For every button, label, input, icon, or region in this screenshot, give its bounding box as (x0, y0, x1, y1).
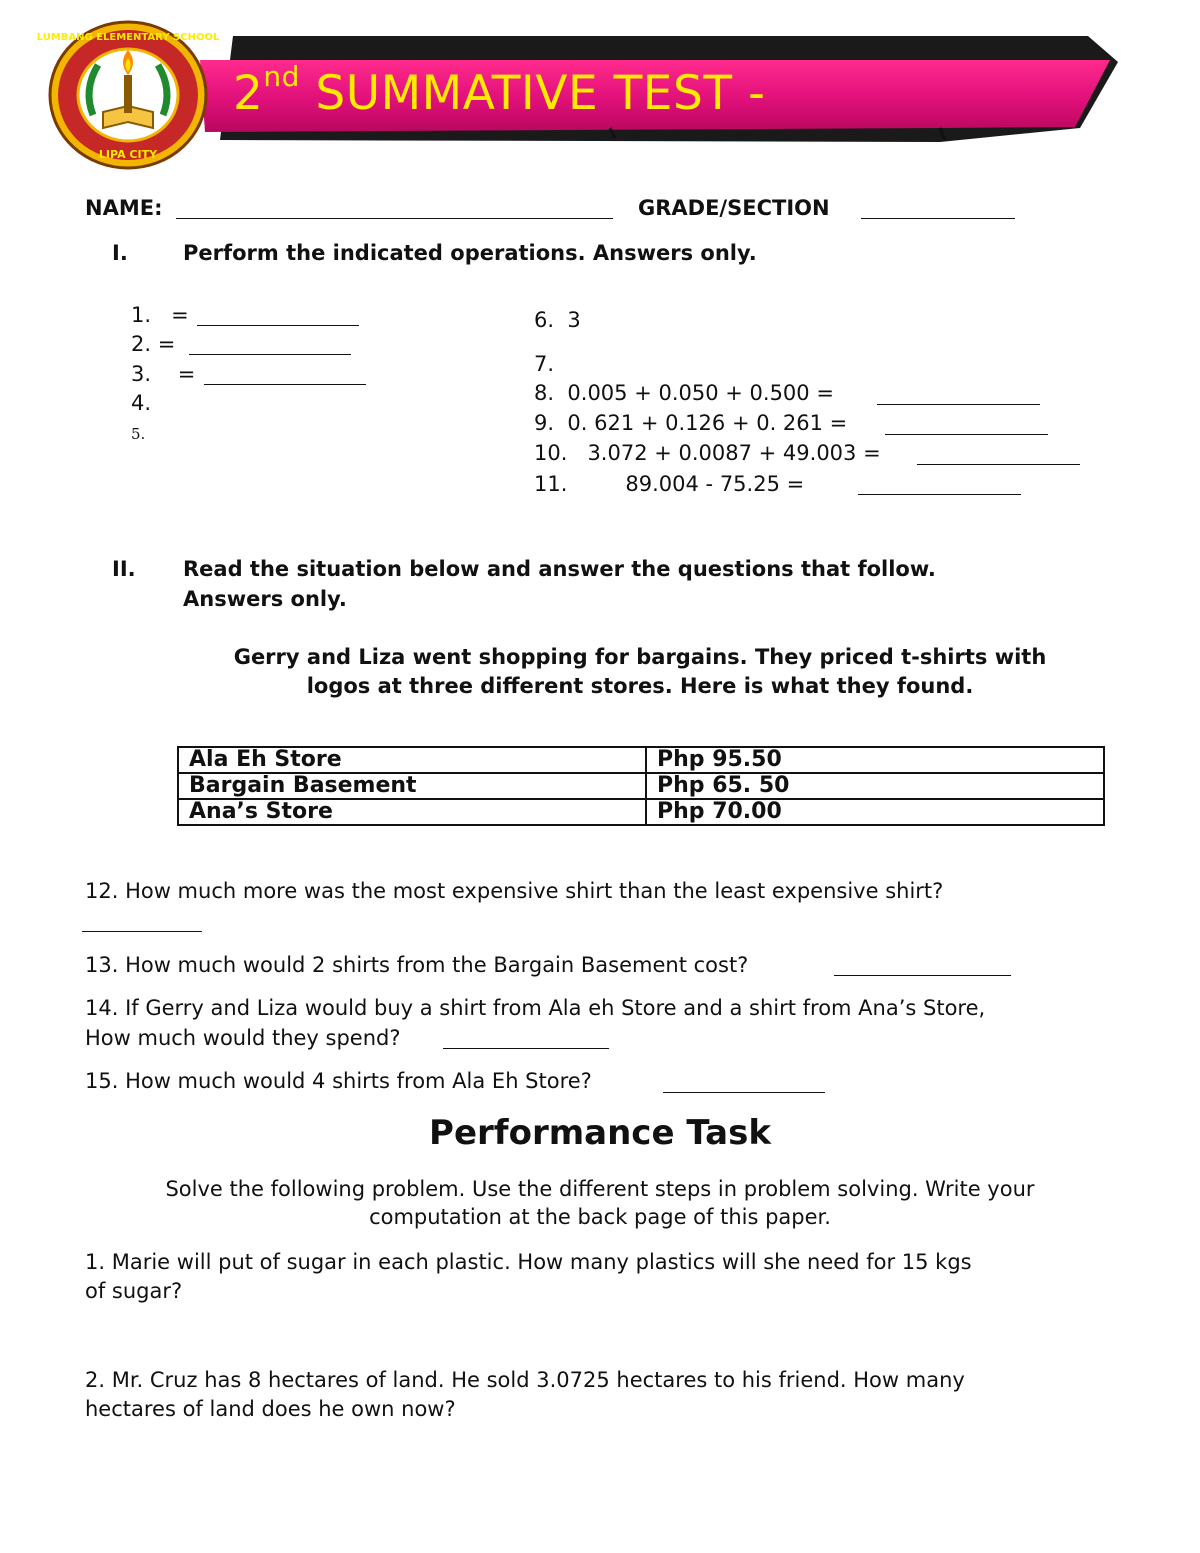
item-8-blank[interactable] (877, 404, 1040, 405)
performance-instruction-line1: Solve the following problem. Use the different steps in problem solving. Write your (165, 1177, 1035, 1201)
grade-section-blank[interactable] (861, 218, 1015, 219)
item-10-blank[interactable] (917, 464, 1080, 465)
item-10: 10. 3.072 + 0.0087 + 49.003 = (534, 441, 881, 465)
item-2-blank[interactable] (189, 354, 351, 355)
question-14-line2: How much would they spend? (85, 1026, 401, 1050)
logo-bottom-text: LIPA CITY (98, 148, 158, 161)
item-5: 5. (131, 425, 146, 443)
performance-task-heading: Performance Task (429, 1113, 771, 1153)
problem-2-line1: 2. Mr. Cruz has 8 hectares of land. He sold 3.0725 hectares to his friend. How many (85, 1368, 965, 1392)
question-12: 12. How much more was the most expensive shirt than the least expensive shirt? (85, 879, 944, 903)
item-1-blank[interactable] (197, 325, 359, 326)
table-row (178, 773, 1104, 799)
name-blank[interactable] (176, 218, 613, 219)
situation-line1: Gerry and Liza went shopping for bargains. They priced t-shirts with (233, 645, 1047, 669)
item-9: 9. 0. 621 + 0.126 + 0. 261 = (534, 411, 848, 435)
question-13-blank[interactable] (834, 975, 1011, 976)
price-table (177, 746, 1105, 826)
grade-section-label: GRADE/SECTION (638, 196, 830, 220)
page-title: 2nd SUMMATIVE TEST - (233, 60, 766, 121)
school-logo (36, 20, 220, 170)
store-name: Ala Eh Store (178, 747, 646, 773)
problem-1-line2: of sugar? (85, 1279, 183, 1303)
part1-numeral: I. (112, 241, 128, 265)
question-13: 13. How much would 2 shirts from the Bargain Basement cost? (85, 953, 749, 977)
part2-instruction-line1: Read the situation below and answer the questions that follow. (183, 557, 936, 581)
question-15-blank[interactable] (663, 1092, 825, 1093)
item-6: 6. 3 (534, 308, 581, 332)
performance-instruction-line2: computation at the back page of this paper. (369, 1205, 831, 1229)
item-11: 11. 89.004 - 75.25 = (534, 472, 805, 496)
item-7: 7. (534, 352, 555, 376)
item-2: 2. = (131, 332, 176, 356)
question-14-blank[interactable] (443, 1048, 609, 1049)
item-3: 3. = (131, 362, 196, 386)
item-3-blank[interactable] (204, 384, 366, 385)
store-price: Php 65. 50 (646, 773, 1104, 799)
store-price: Php 70.00 (646, 799, 1104, 825)
store-price: Php 95.50 (646, 747, 1104, 773)
question-15: 15. How much would 4 shirts from Ala Eh Store? (85, 1069, 592, 1093)
logo-top-text: LUMBANG ELEMENTARY SCHOOL (36, 32, 220, 43)
part2-instruction-line2: Answers only. (183, 587, 347, 611)
part1-instruction: Perform the indicated operations. Answers only. (183, 241, 757, 265)
item-4: 4. (131, 391, 152, 415)
table-row (178, 747, 1104, 773)
situation-line2: logos at three different stores. Here is what they found. (306, 674, 974, 698)
table-row (178, 799, 1104, 825)
store-name: Bargain Basement (178, 773, 646, 799)
item-9-blank[interactable] (885, 434, 1048, 435)
part2-numeral: II. (112, 557, 136, 581)
problem-2-line2: hectares of land does he own now? (85, 1397, 456, 1421)
item-8: 8. 0.005 + 0.050 + 0.500 = (534, 381, 834, 405)
problem-1-line1: 1. Marie will put of sugar in each plastic. How many plastics will she need for 15 kgs (85, 1250, 972, 1274)
question-14-line1: 14. If Gerry and Liza would buy a shirt from Ala eh Store and a shirt from Ana’s Store, (85, 996, 986, 1020)
name-label: NAME: (85, 196, 163, 220)
item-1: 1. = (131, 303, 189, 327)
store-name: Ana’s Store (178, 799, 646, 825)
item-11-blank[interactable] (858, 494, 1021, 495)
question-12-blank[interactable] (82, 931, 202, 932)
